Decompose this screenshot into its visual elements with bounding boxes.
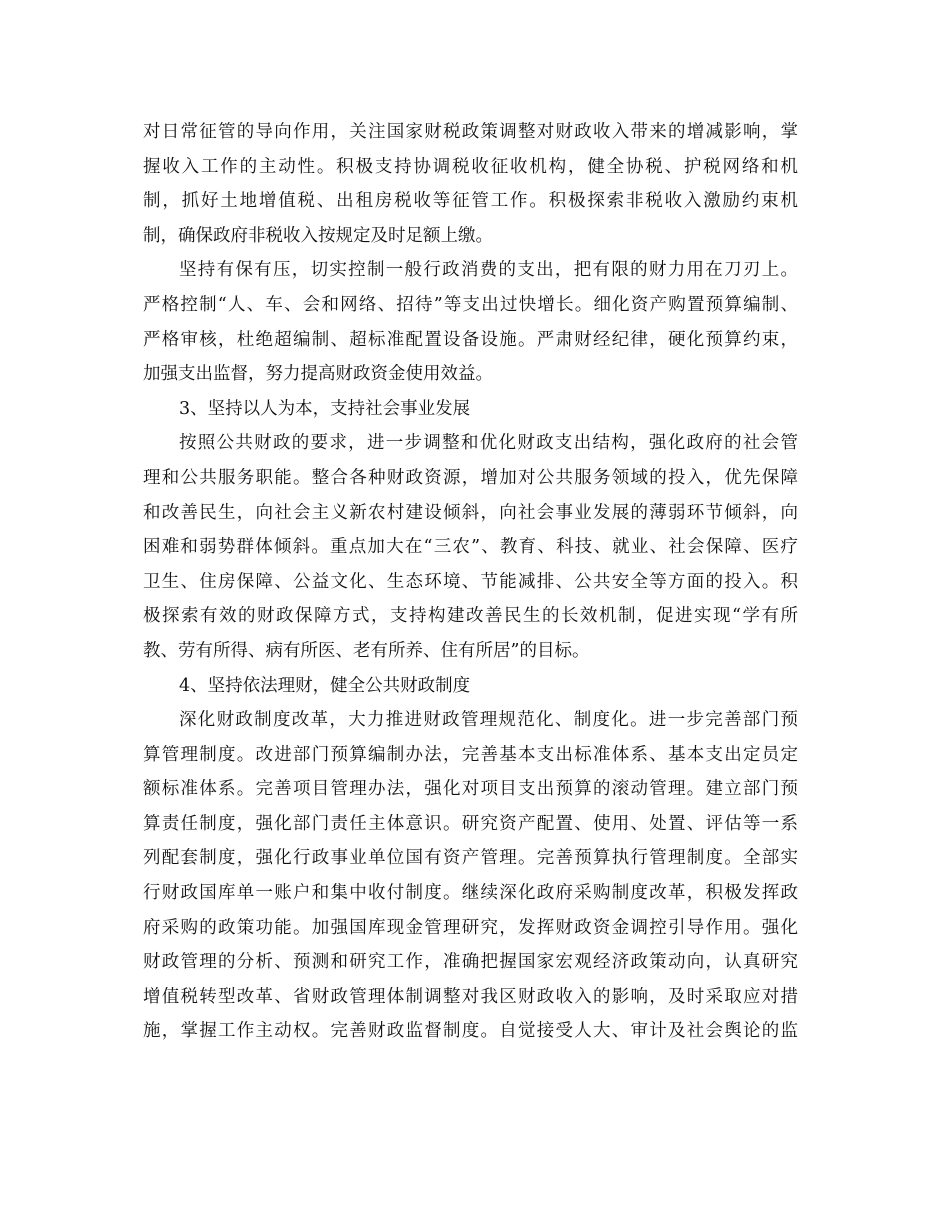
- text-line: 加强支出监督，努力提高财政资金使用效益。: [143, 364, 493, 385]
- text-line: 和改善民生，向社会主义新农村建设倾斜，向社会事业发展的薄弱环节倾斜，向: [143, 502, 798, 523]
- text-line: 按照公共财政的要求，进一步调整和优化财政支出结构，强化政府的社会管: [179, 433, 798, 454]
- text-line: 算管理制度。改进部门预算编制办法，完善基本支出标准体系、基本支出定员定: [143, 744, 798, 765]
- text-line: 4、坚持依法理财，健全公共财政制度: [179, 675, 471, 696]
- text-line: 财政管理的分析、预测和研究工作，准确把握国家宏观经济政策动向，认真研究: [143, 952, 798, 973]
- text-line: 增值税转型改革、省财政管理体制调整对我区财政收入的影响，及时采取应对措: [143, 986, 798, 1007]
- text-line: 教、劳有所得、病有所医、老有所养、住有所居”的目标。: [143, 640, 590, 661]
- text-line: 算责任制度，强化部门责任主体意识。研究资产配置、使用、处置、评估等一系: [143, 813, 798, 834]
- text-line: 握收入工作的主动性。积极支持协调税收征收机构，健全协税、护税网络和机: [143, 156, 798, 177]
- text-line: 严格审核，杜绝超编制、超标准配置设备设施。严肃财经纪律，硬化预算约束，: [143, 329, 798, 350]
- text-line: 制，抓好土地增值税、出租房税收等征管工作。积极探索非税收入激励约束机: [143, 191, 798, 212]
- text-line: 严格控制“人、车、会和网络、招待”等支出过快增长。细化资产购置预算编制、: [143, 294, 798, 315]
- text-line: 额标准体系。完善项目管理办法，强化对项目支出预算的滚动管理。建立部门预: [143, 779, 798, 800]
- text-line: 卫生、住房保障、公益文化、生态环境、节能减排、公共安全等方面的投入。积: [143, 571, 798, 592]
- text-line: 制，确保政府非税收入按规定及时足额上缴。: [143, 225, 493, 246]
- text-line: 深化财政制度改革，大力推进财政管理规范化、制度化。进一步完善部门预: [179, 710, 798, 731]
- text-line: 对日常征管的导向作用，关注国家财税政策调整对财政收入带来的增减影响，掌: [143, 122, 798, 142]
- text-line: 行财政国库单一账户和集中收付制度。继续深化政府采购制度改革，积极发挥政: [143, 883, 798, 904]
- document-body: [143, 115, 798, 1049]
- text-line: 理和公共服务职能。整合各种财政资源，增加对公共服务领域的投入，优先保障: [143, 467, 798, 488]
- text-line: 困难和弱势群体倾斜。重点加大在“三农”、教育、科技、就业、社会保障、医疗: [143, 537, 798, 558]
- text-line: 极探索有效的财政保障方式，支持构建改善民生的长效机制，促进实现“学有所: [143, 606, 798, 627]
- text-line: 坚持有保有压，切实控制一般行政消费的支出，把有限的财力用在刀刃上。: [179, 260, 798, 281]
- text-line: 3、坚持以人为本，支持社会事业发展: [179, 398, 471, 419]
- text-line: 施，掌握工作主动权。完善财政监督制度。自觉接受人大、审计及社会舆论的监: [143, 1021, 798, 1042]
- text-line: 列配套制度，强化行政事业单位国有资产管理。完善预算执行管理制度。全部实: [143, 848, 798, 869]
- text-line: 府采购的政策功能。加强国库现金管理研究，发挥财政资金调控引导作用。强化: [143, 917, 798, 938]
